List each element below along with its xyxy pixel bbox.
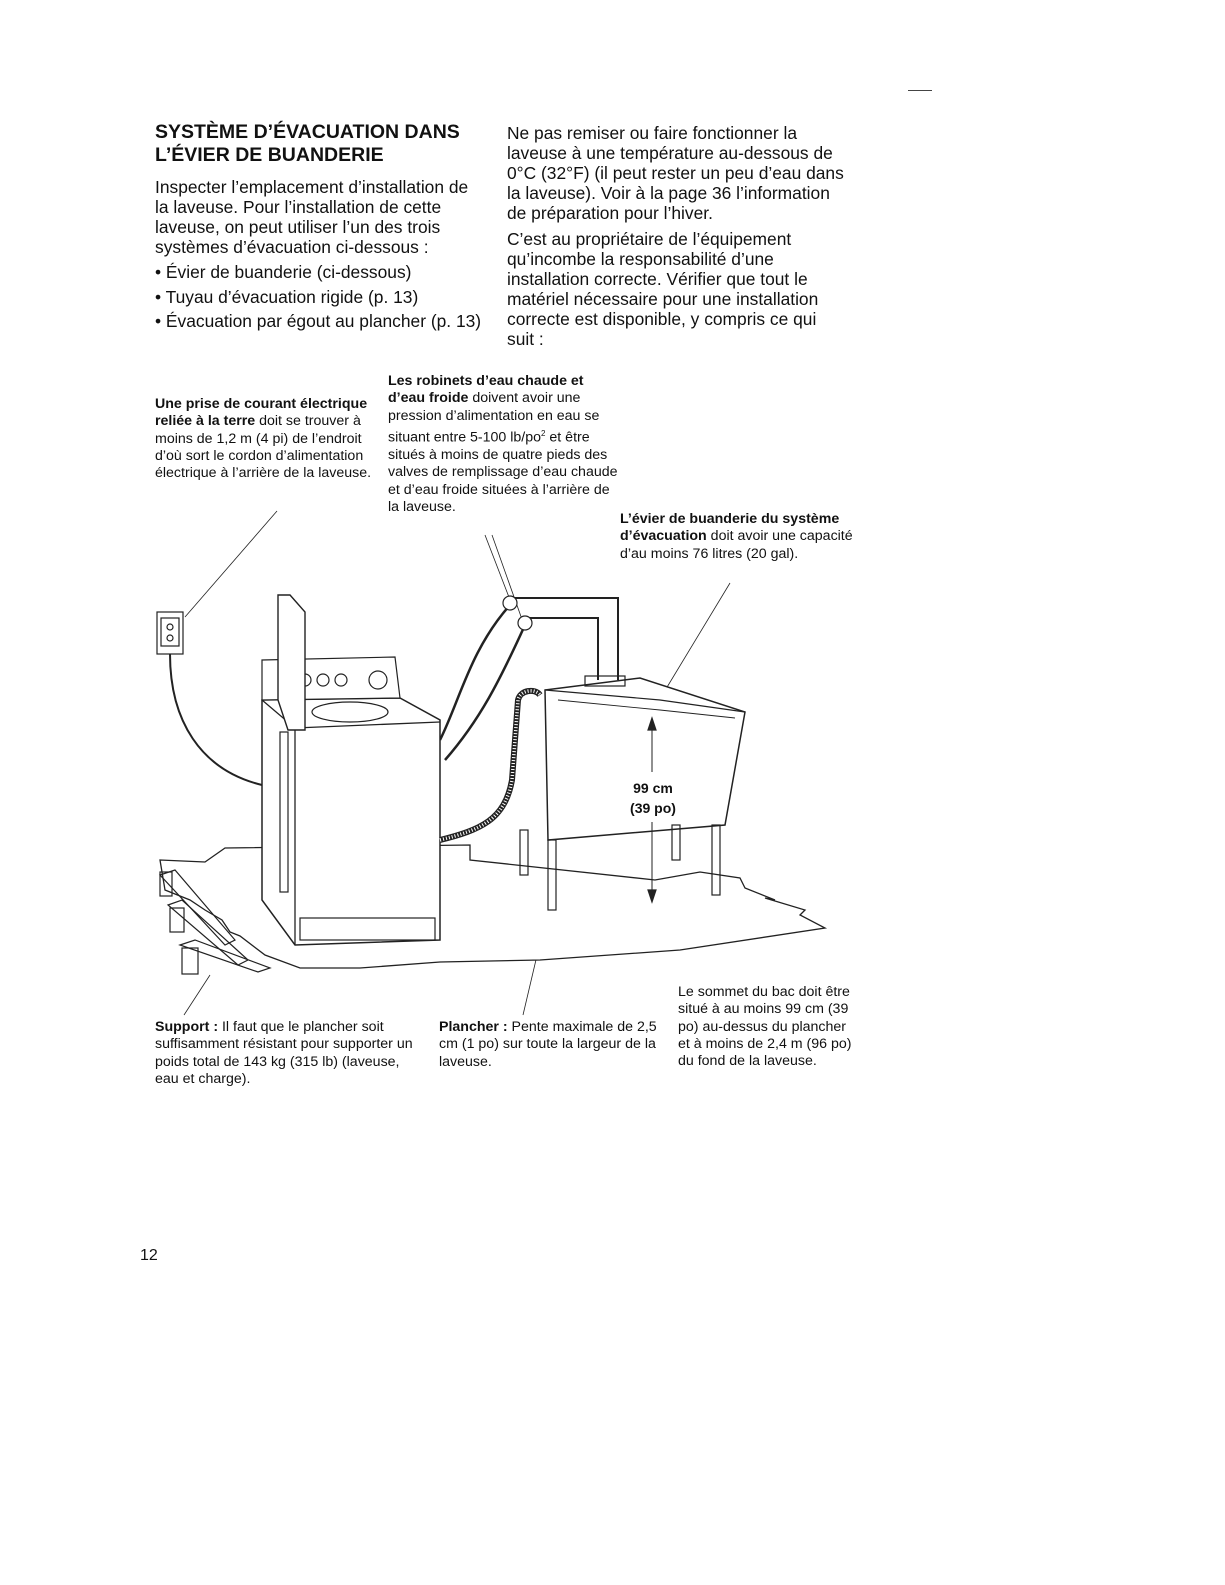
- cold-tap: [518, 616, 532, 630]
- support-callout-text: Il faut que le plancher soit suffisamment résistant pour supporter un poids total de 143 kg (315 lb) (laveuse, eau et charge).: [155, 1019, 413, 1087]
- dimension-imperial: (39 po): [630, 800, 676, 816]
- intro-paragraph: Inspecter l’emplacement d’installation de la laveuse. Pour l’installation de cette laveuse, on peut utiliser l’un des trois systèmes d’évacuation ci-dessous :: [155, 177, 469, 257]
- storage-warning-paragraph: Ne pas remiser ou faire fonctionner la laveuse à une température au-dessous de 0°C (32°F) (il peut rester un peu d’eau dans la laveuse). Voir à la page 36 l’information de préparation pour l’hiver.: [507, 123, 844, 223]
- outlet-callout-text: doit se trouver à moins de 1,2 m (4 pi) de l’endroit d’où sort le cordon d’alimentation électrique à l’arrière de la laveuse.: [155, 413, 372, 482]
- floor-surface: [160, 845, 825, 968]
- dimension-metric: 99 cm: [633, 780, 673, 796]
- washer-lid: [278, 595, 305, 730]
- heading-line-1: SYSTÈME D’ÉVACUATION DANS: [155, 121, 460, 143]
- taps-leader-line: [485, 535, 512, 605]
- list-item: • Évier de buanderie (ci-dessous): [155, 262, 485, 282]
- sink-callout: [620, 511, 860, 563]
- drain-hose: [440, 691, 540, 840]
- support-callout-title: Support :: [155, 1019, 219, 1035]
- support-callout: [155, 1019, 415, 1088]
- sink-top-callout: Le sommet du bac doit être situé à au moins 99 cm (39 po) au-dessus du plancher et à moins de 2,4 m (96 po) du fond de la laveuse.: [678, 984, 852, 1070]
- supply-pipe: [512, 598, 618, 680]
- taps-callout-text-a: doivent avoir une pression d’alimentation en eau se situant entre 5-100 lb/po: [388, 390, 600, 446]
- power-cord: [170, 654, 262, 785]
- joist-end: [170, 908, 184, 932]
- page-number: 12: [140, 1247, 158, 1264]
- taps-callout-title: Les robinets d’eau chaude et d’eau froide: [388, 373, 584, 407]
- supply-pipe: [525, 618, 598, 680]
- hot-tap: [503, 596, 517, 610]
- height-dimension-label: [628, 778, 678, 818]
- outlet-callout-title: Une prise de courant électrique reliée à la terre: [155, 396, 368, 430]
- sink-callout-title: L’évier de buanderie du système d’évacuation: [620, 511, 840, 545]
- support-leader-line: [184, 975, 210, 1015]
- outlet-leader-line: [185, 511, 277, 617]
- list-item: • Évacuation par égout au plancher (p. 13): [155, 311, 485, 331]
- taps-callout-text-b: et être situés à moins de quatre pieds des valves de remplissage d’eau chaude et d’eau froide situées à l’arrière de la laveuse.: [388, 429, 618, 515]
- floor-callout-text: Pente maximale de 2,5 cm (1 po) sur toute la largeur de la laveuse.: [439, 1019, 657, 1070]
- heading-line-2: L’ÉVIER DE BUANDERIE: [155, 144, 384, 166]
- owner-responsibility-paragraph: C’est au propriétaire de l’équipement qu’incombe la responsabilité d’une installation correcte. Vérifier que tout le matériel nécessaire pour une installation correcte est disponible, y compris ce qui suit :: [507, 229, 819, 349]
- washer-body: [262, 698, 440, 945]
- joist-end: [182, 948, 198, 974]
- outlet-callout: [155, 396, 375, 482]
- sink-callout-text: doit avoir une capacité d’au moins 76 litres (20 gal).: [620, 528, 853, 562]
- taps-callout: [388, 373, 618, 516]
- list-item: • Tuyau d’évacuation rigide (p. 13): [155, 287, 485, 307]
- taps-leader-line: [492, 535, 524, 625]
- floor-callout-title: Plancher :: [439, 1019, 508, 1035]
- floor-callout: [439, 1019, 659, 1071]
- tub-leg: [672, 825, 680, 860]
- taps-callout-superscript: 2: [541, 428, 546, 438]
